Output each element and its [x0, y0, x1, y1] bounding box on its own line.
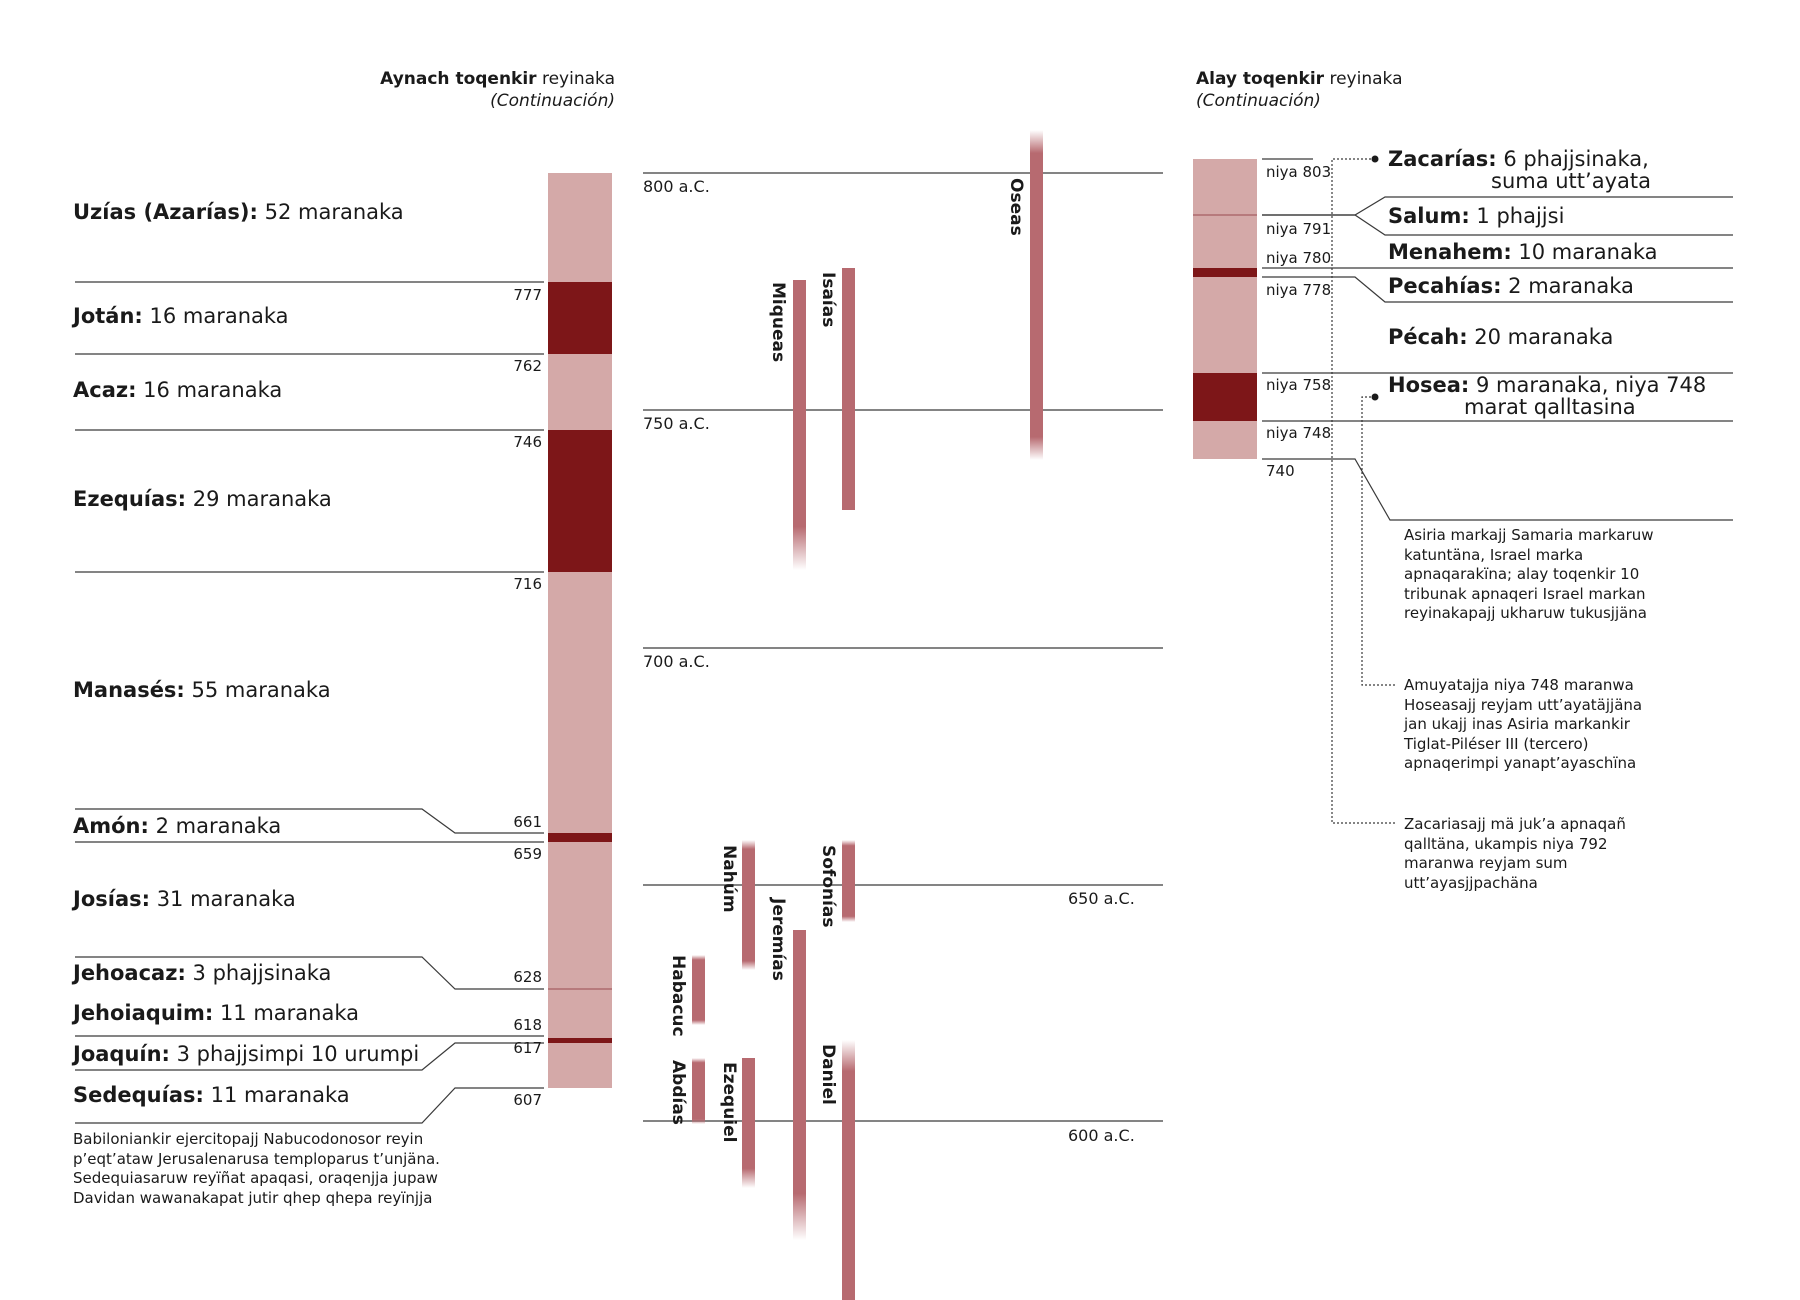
bar-abdias [692, 1058, 705, 1124]
king-name: Sedequías: [73, 1083, 204, 1107]
prophet-bars [692, 130, 1043, 1300]
king-sedequias [73, 1083, 350, 1107]
king-name: Uzías (Azarías): [73, 200, 258, 224]
king-name: Salum: [1388, 204, 1470, 228]
bar-josias [548, 842, 612, 989]
israel-reign-bar [1193, 159, 1257, 459]
bar-jehoiaquim [548, 989, 612, 1038]
israel-header-bold: Alay toqenkir [1196, 69, 1325, 89]
zacarias-dot [1372, 156, 1379, 163]
bar-isaias [842, 268, 855, 510]
judah-note: Babiloniankir ejercitopajj Nabucodonosor reyin p’eqt’ataw Jerusalenarusa temploparus t’unjäna. Sedequiasaruw reyïñat apaqasi, oraqenjja jupaw Davidan wawanakapat jutir qhep qhepa reyïnjja [73, 1130, 440, 1207]
king-name: Menahem: [1388, 240, 1512, 264]
israel-year-778: niya 778 [1266, 281, 1332, 299]
bar-oseas [1030, 130, 1043, 460]
king-reign: 11 maranaka [213, 1001, 360, 1025]
label-habacuc: Habacuc [668, 955, 688, 1037]
bar-jotan [548, 282, 612, 354]
king-name: Manasés: [73, 678, 185, 702]
king-reign: 31 maranaka [150, 887, 296, 911]
king-amon [73, 814, 281, 838]
year-762: 762 [513, 357, 542, 375]
king-manases [73, 678, 331, 702]
label-miqueas: Miqueas [768, 282, 788, 363]
king-name: Josías: [73, 887, 151, 911]
king-reign: 2 maranaka [1501, 274, 1634, 298]
label-isaias: Isaías [818, 272, 838, 328]
king-reign: 11 maranaka [203, 1083, 350, 1107]
bar-hosea [1193, 373, 1257, 421]
bar-nahum [742, 840, 755, 970]
king-name: Hosea: [1388, 373, 1470, 397]
king-name: Ezequías: [73, 487, 187, 511]
israel-header-cont: (Continuación) [1196, 91, 1321, 111]
king-reign: 9 maranaka, niya 748 [1469, 373, 1707, 397]
note-hoseas: Amuyatajja niya 748 maranwa Hoseasajj reyjam utt’ayatäjjäna jan ukajj inas Asiria markankir Tiglat-Piléser III (tercero) apnaqerimpi yanapt’ayaschïna [1404, 676, 1643, 772]
king-jehoacaz [73, 961, 331, 985]
king-jehoiaquim [73, 1001, 359, 1025]
king-reign: 3 phajjsimpi 10 urumpi [169, 1042, 420, 1066]
judah-header-cont: (Continuación) [490, 91, 615, 111]
label-nahum: Nahúm [719, 845, 739, 913]
israel-year-758: niya 758 [1266, 376, 1332, 394]
label-sofonias: Sofonías [818, 845, 838, 928]
note-zacarias: Zacariasajj mä juk’a apnaqañ qalltäna, ukampis niya 792 maranwa reyjam sum utt’ayasjjpachäna [1404, 815, 1626, 892]
bar-menahem [1193, 215, 1257, 268]
hosea-dot [1372, 394, 1379, 401]
king-reign: 29 maranaka [186, 487, 332, 511]
era-750: 750 a.C. [643, 414, 710, 433]
king-reign-line2: marat qalltasina [1464, 395, 1636, 419]
era-800: 800 a.C. [643, 177, 710, 196]
year-618: 618 [513, 1016, 542, 1034]
king-hosea [1388, 374, 1706, 418]
king-uzias [73, 200, 404, 224]
king-name: Zacarías: [1388, 147, 1497, 171]
king-reign: 16 maranaka [136, 378, 283, 402]
bar-acaz [548, 354, 612, 430]
king-salum [1388, 204, 1564, 228]
era-600: 600 a.C. [1068, 1126, 1135, 1145]
bar-habacuc [692, 955, 705, 1025]
label-jeremias: Jeremías [768, 898, 788, 981]
bar-uzias [548, 173, 612, 282]
king-name: Jehoacaz: [73, 961, 186, 985]
bar-hosea-after [1193, 421, 1257, 459]
judah-header-bold: Aynach toqenkir [380, 69, 537, 89]
king-acaz [73, 378, 282, 402]
judah-separators [75, 282, 544, 1123]
bar-amon [548, 833, 612, 842]
israel-year-780: niya 780 [1266, 249, 1332, 267]
king-reign: 55 maranaka [184, 678, 331, 702]
king-reign: 52 maranaka [257, 200, 404, 224]
label-abdias: Abdías [668, 1060, 688, 1125]
king-name: Pécah: [1388, 325, 1468, 349]
bar-ezequiel [742, 1058, 755, 1188]
bar-daniel [842, 1040, 855, 1300]
king-name: Joaquín: [73, 1042, 170, 1066]
bar-manases [548, 572, 612, 833]
label-ezequiel: Ezequiel [719, 1062, 739, 1143]
label-oseas: Oseas [1006, 178, 1026, 236]
bar-sofonias [842, 840, 855, 922]
year-659: 659 [513, 845, 542, 863]
bar-pecahias [1193, 268, 1257, 277]
israel-year-803: niya 803 [1266, 163, 1332, 181]
bar-joaquin [548, 1038, 612, 1043]
israel-header [1196, 68, 1402, 112]
king-reign: 20 maranaka [1467, 325, 1614, 349]
israel-year-791: niya 791 [1266, 220, 1332, 238]
king-name: Amón: [73, 814, 149, 838]
king-menahem [1388, 240, 1657, 264]
king-pecah [1388, 325, 1613, 349]
king-reign: 3 phajjsinaka [185, 961, 332, 985]
bar-pecah [1193, 277, 1257, 373]
note-samaria: Asiria markajj Samaria markaruw katuntäna, Israel marka apnaqarakïna; alay toqenkir 10 tribunak apnaqeri Israel markan reyinakapajj ukharuw tukusjjäna [1404, 526, 1654, 622]
era-700: 700 a.C. [643, 652, 710, 671]
king-name: Jehoiaquim: [73, 1001, 214, 1025]
king-pecahias [1388, 274, 1634, 298]
judah-reign-bar [548, 173, 612, 1088]
king-reign: 10 maranaka [1511, 240, 1658, 264]
king-reign: 2 maranaka [148, 814, 282, 838]
king-josias [73, 887, 296, 911]
israel-year-748: niya 748 [1266, 424, 1332, 442]
judah-header [350, 68, 615, 112]
year-607: 607 [513, 1091, 542, 1109]
year-746: 746 [513, 433, 542, 451]
king-name: Pecahías: [1388, 274, 1502, 298]
era-650: 650 a.C. [1068, 889, 1135, 908]
year-661: 661 [513, 813, 542, 831]
year-777: 777 [513, 286, 542, 304]
bar-jeremias [793, 930, 806, 1240]
king-joaquin [73, 1042, 419, 1066]
king-ezequias [73, 487, 332, 511]
king-name: Jotán: [73, 304, 143, 328]
king-zacarias [1388, 148, 1651, 192]
king-reign: 16 maranaka [142, 304, 289, 328]
king-reign-line2: suma utt’ayata [1491, 169, 1651, 193]
label-daniel: Daniel [818, 1044, 838, 1105]
year-617: 617 [513, 1039, 542, 1057]
king-reign: 6 phajjsinaka, [1496, 147, 1649, 171]
bar-ezequias [548, 430, 612, 572]
bar-miqueas [793, 280, 806, 570]
note-connectors [1332, 159, 1395, 823]
bar-sedequias [548, 1043, 612, 1088]
year-716: 716 [513, 575, 542, 593]
year-628: 628 [513, 968, 542, 986]
king-jotan [73, 304, 289, 328]
israel-year-740: 740 [1266, 462, 1295, 480]
king-name: Acaz: [73, 378, 137, 402]
israel-header-rest: reyinaka [1324, 69, 1403, 89]
bar-zacarias [1193, 159, 1257, 215]
judah-header-rest: reyinaka [536, 69, 615, 89]
king-reign: 1 phajjsi [1469, 204, 1565, 228]
era-lines [643, 173, 1163, 1121]
